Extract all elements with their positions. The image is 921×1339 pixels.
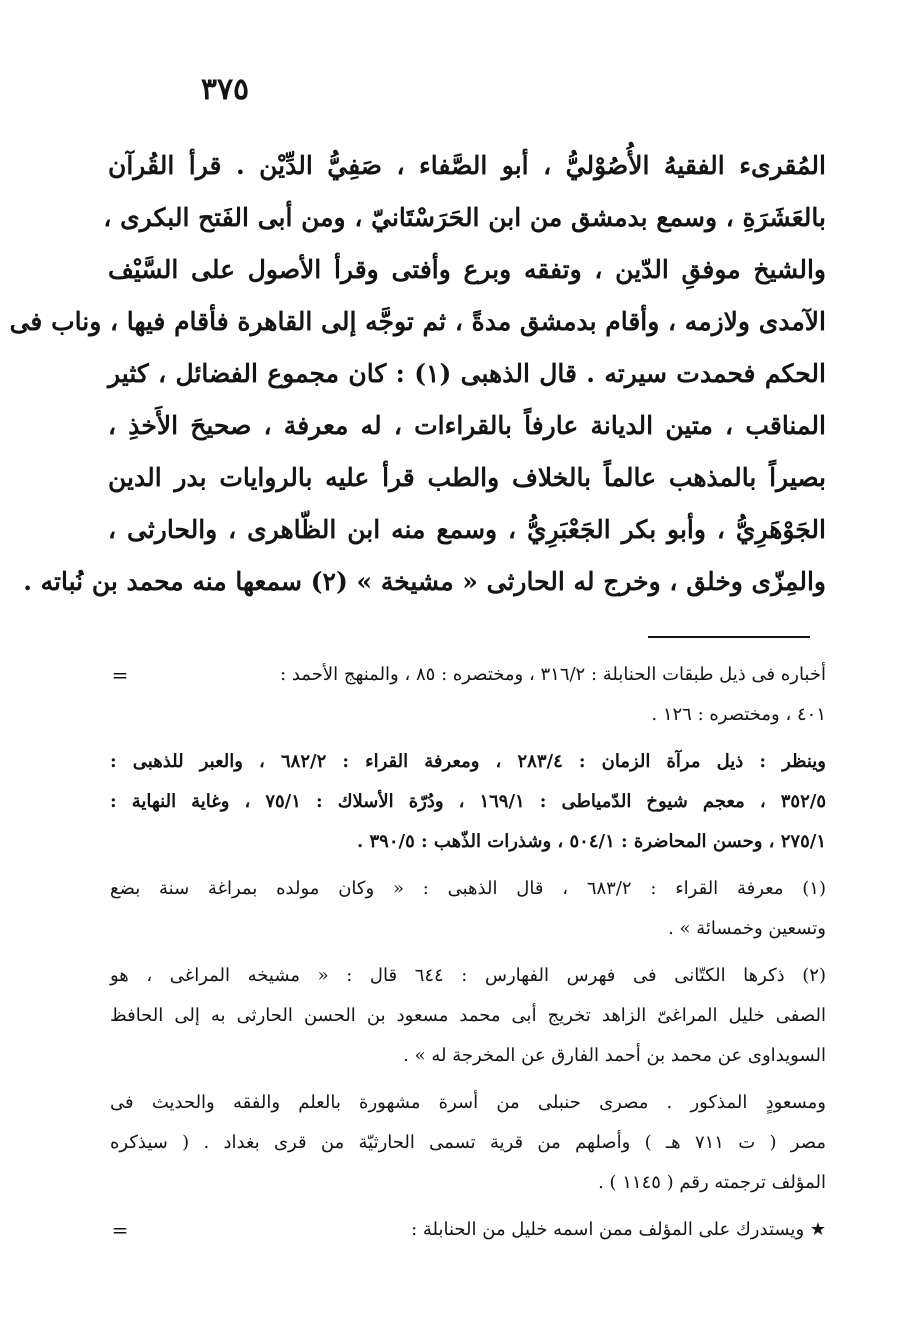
continuation-mark: = [111,663,129,687]
continuation-mark: = [111,1218,129,1242]
footnotes [110,655,826,1250]
footnote-line: ومسعودٍ المذكور . مصرى حنبلى من أسرة مشهورة بالعلم والفقه والحديث فى [110,1092,826,1113]
footnote-line: وينظر : ذيل مرآة الزمان : ٢٨٣/٤ ، ومعرفة القراء : ٦٨٢/٢ ، والعبر للذهبى : [110,751,826,772]
footnote-line: ٢٧٥/١ ، وحسن المحاضرة : ٥٠٤/١ ، وشذرات الذّهب : ٣٩٠/٥ . [356,831,826,852]
main-text-line: بصيراً بالمذهب عالماً بالخلاف والطب قرأ عليه بالروايات بدر الدين [108,463,826,492]
footnote-line [110,655,826,695]
footnote-separator [648,636,810,638]
footnote-line: وتسعين وخمسائة » . [668,918,826,939]
footnote-line: (٢) ذكرها الكتّانى فى فهرس الفهارس : ٦٤٤ قال : « مشيخه المراغى ، هو [110,965,826,986]
main-text-line: والمِزّى وخلق ، وخرج له الحارثى « مشيخة » (٢) سمعها منه محمد بن نُباته . [23,567,826,596]
footnote-line: الصفى خليل المراغىّ الزاهد تخريج أبى محمد مسعود بن الحسن الحارثى به إلى الحافظ [110,1005,826,1026]
footnote-see-also [110,742,826,862]
footnote-3 [110,1083,826,1203]
footnote-line-text: أخباره فى ذيل طبقات الحنابلة : ٣١٦/٢ ، ومختصره : ٨٥ ، والمنهج الأحمد : [280,664,826,685]
footnote-line: ٣٥٢/٥ ، معجم شيوخ الدّمياطى : ١٦٩/١ ، ودُرّة الأسلاك : ٧٥/١ ، وغاية النهاية : [110,791,826,812]
footnote-1 [110,869,826,949]
main-text-line: والشيخ موفقِ الدّين ، وتفقه وبرع وأفتى وقرأ الأصول على السَّيْف [108,255,826,284]
footnote-line: السويداوى عن محمد بن أحمد الفارق عن المخرجة له » . [403,1045,826,1066]
footnote-line: مصر ( ت ٧١١ هـ ) وأصلهم من قرية تسمى الحارثيّة من قرى بغداد . ( سيذكره [110,1132,826,1153]
main-text-line: بالعَشَرَةِ ، وسمع بدمشق من ابن الحَرَسْتَانيّ ، ومن أبى الفَتح البكرى ، [103,203,826,232]
footnote-line: المؤلف ترجمته رقم ( ١١٤٥ ) . [598,1172,826,1193]
footnote-line: (١) معرفة القراء : ٦٨٣/٢ ، قال الذهبى : « وكان مولده بمراغة سنة بضع [110,878,826,899]
main-text-line: الحكم فحمدت سيرته . قال الذهبى (١) : كان مجموع الفضائل ، كثير [108,359,826,388]
addendum-line [110,1210,826,1250]
footnote-continuation [110,655,826,735]
main-text-line: المُقرىء الفقيهُ الأُصُوْليُّ ، أبو الصَّفاء ، صَفِيُّ الدِّيْن . قرأ القُرآن [108,151,826,180]
page-number: ٣٧٥ [200,72,250,107]
main-text [9,140,826,608]
main-text-line: الجَوْهَرِيُّ ، وأبو بكر الجَعْبَرِيُّ ، وسمع منه ابن الظّاهرى ، والحارثى ، [108,515,826,544]
main-text-line: الآمدى ولازمه ، وأقام بدمشق مدةً ، ثم توجَّه إلى القاهرة فأقام فيها ، وناب فى [9,307,826,336]
addendum-text: ★ ويستدرك على المؤلف ممن اسمه خليل من الحنابلة : [411,1219,826,1240]
footnote-2 [110,956,826,1076]
footnote-line: ٤٠١ ، ومختصره : ١٢٦ . [651,704,826,725]
main-text-line: المناقب ، متين الديانة عارفاً بالقراءات ، له معرفة ، صحيحَ الأَخذِ ، [108,411,826,440]
